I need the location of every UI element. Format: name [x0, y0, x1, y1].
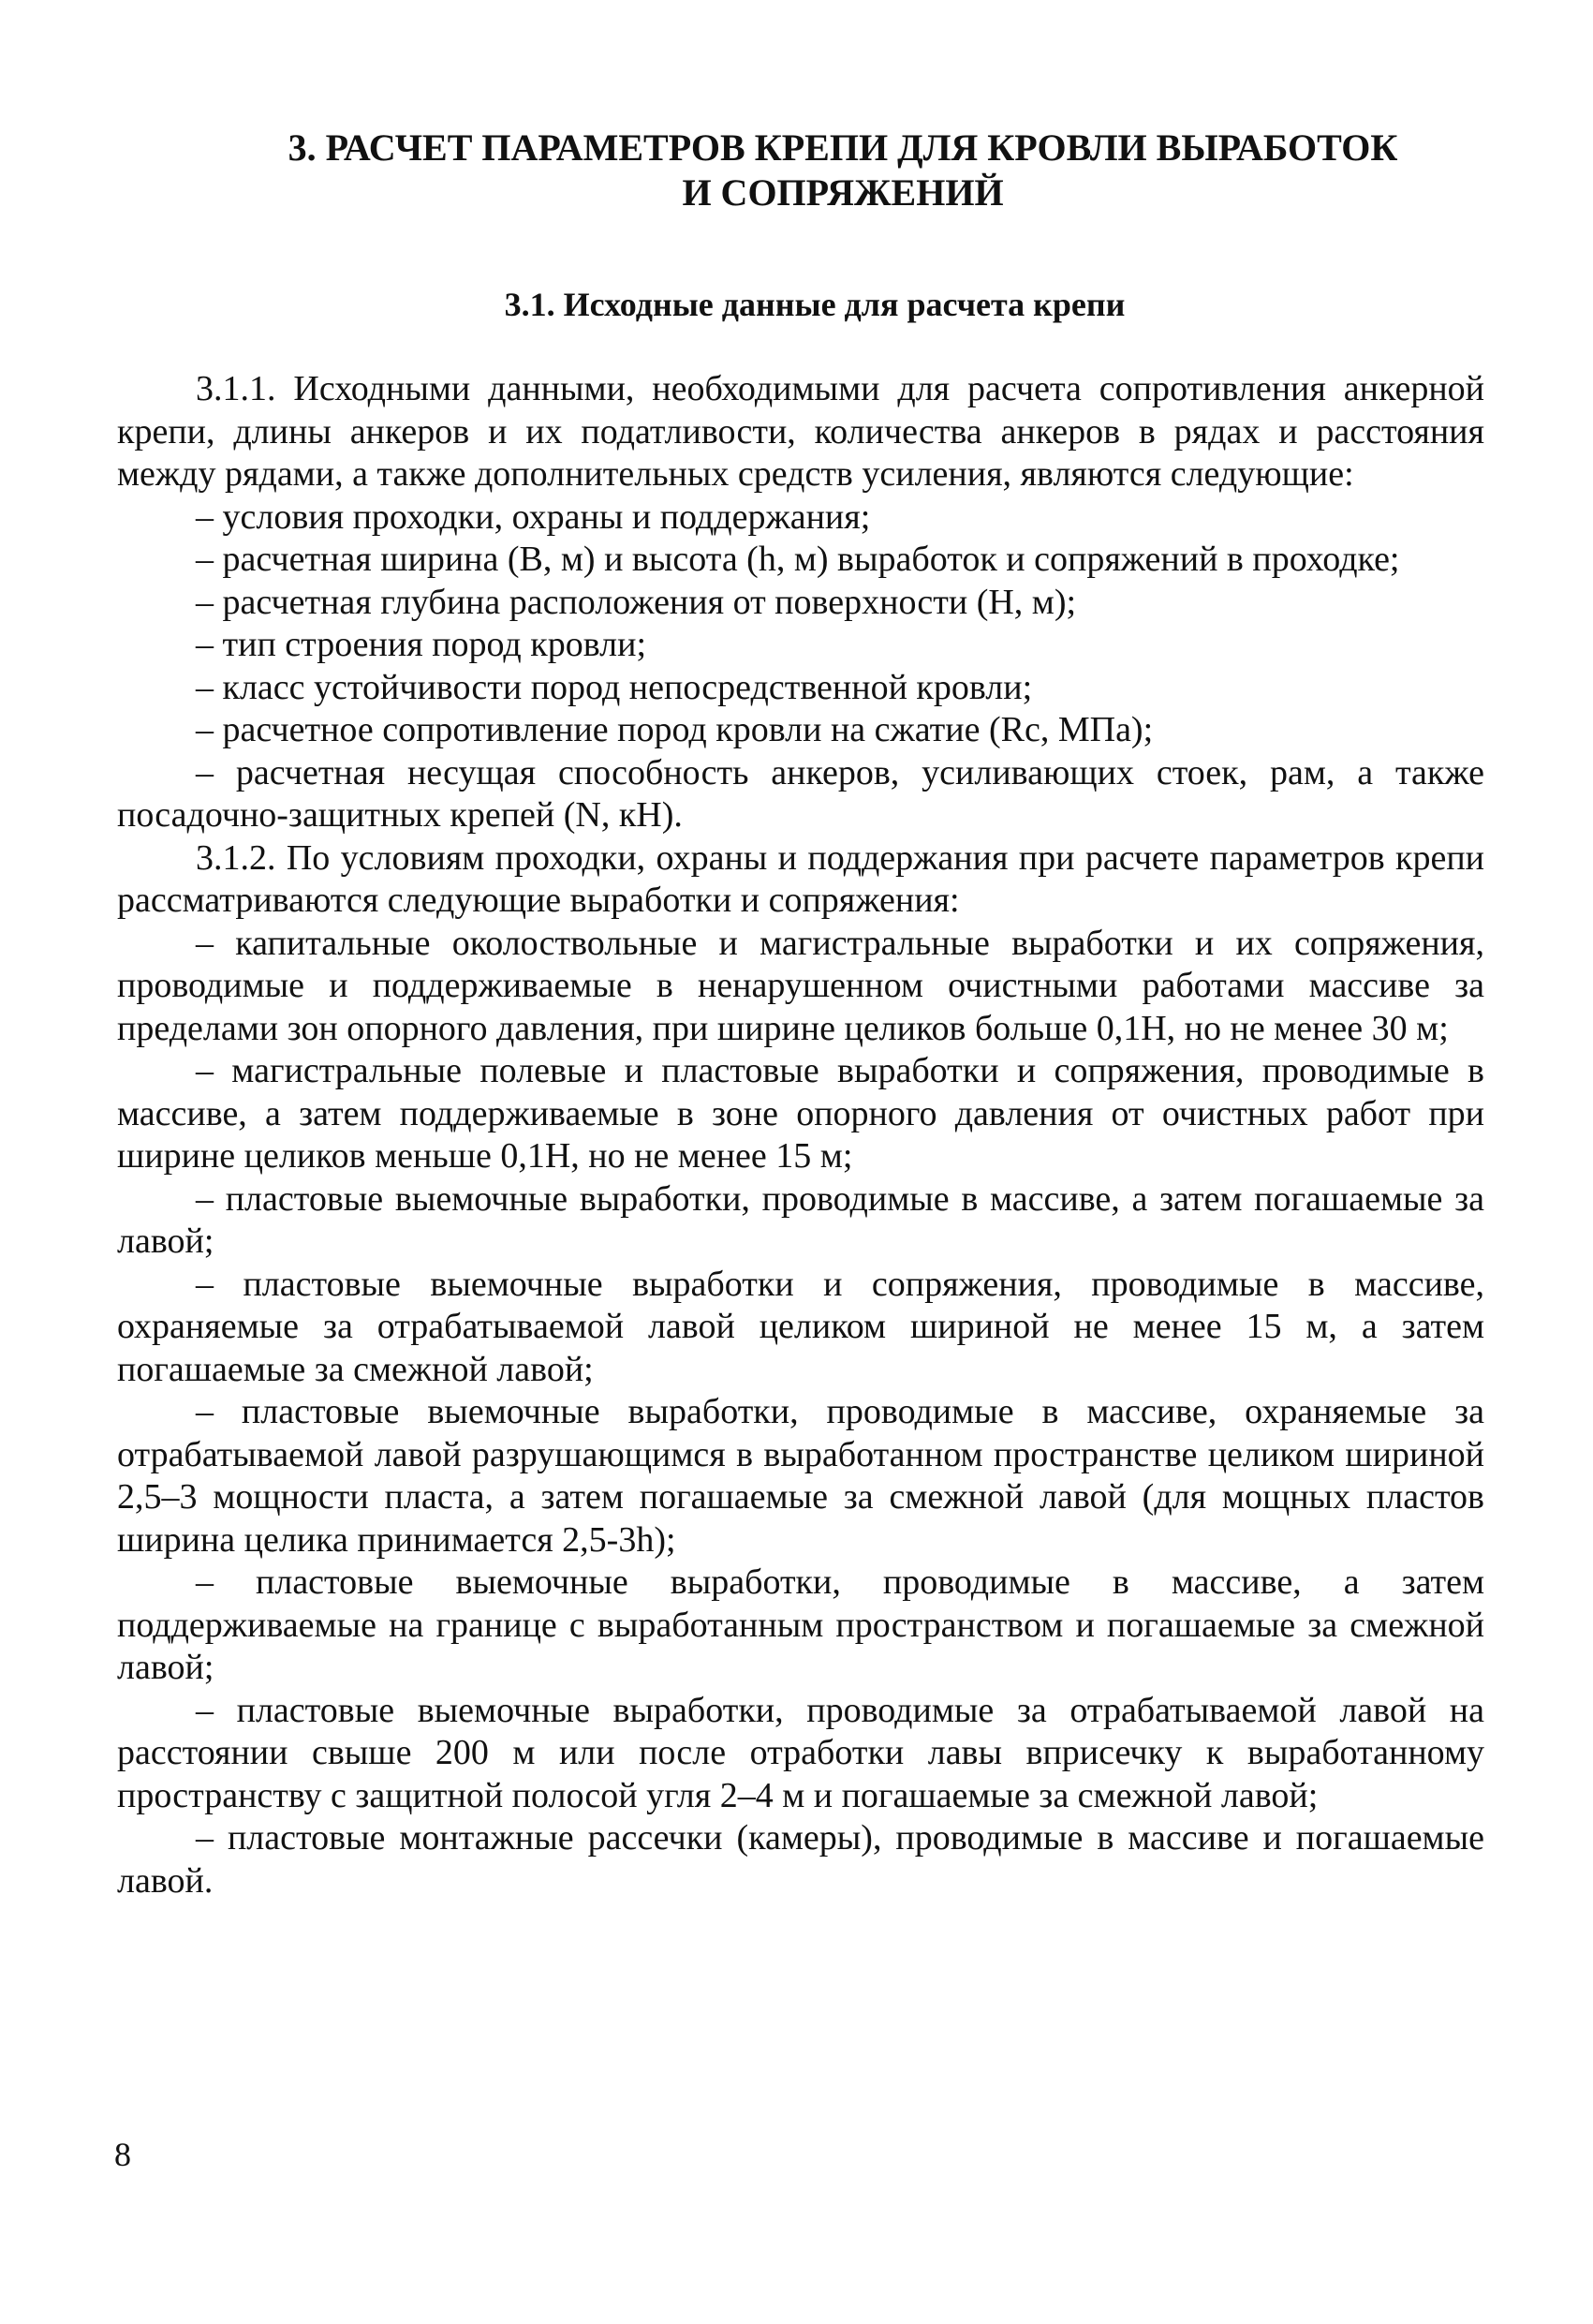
- paragraph: 3.1.2. По условиям проходки, охраны и поддержания при расчете параметров крепи рассматриваются следующие выработки и сопряжения:: [117, 837, 1484, 920]
- section-title-line-1: 3. РАСЧЕТ ПАРАМЕТРОВ КРЕПИ ДЛЯ КРОВЛИ ВЫРАБОТОК: [288, 126, 1398, 169]
- list-item: – расчетная несущая способность анкеров, усиливающих стоек, рам, а также посадочно-защитных крепей (N, кН).: [117, 752, 1484, 835]
- list-item: – расчетная ширина (B, м) и высота (h, м) выработок и сопряжений в проходке;: [196, 540, 1400, 579]
- paragraph: 3.1.1. Исходными данными, необходимыми для расчета сопротивления анкерной крепи, длины анкеров и их податливости, количества анкеров в рядах и расстояния между рядами, а также дополнительных средств усиления, являются следующие:: [117, 369, 1484, 494]
- list-item: – тип строения пород кровли;: [196, 625, 647, 664]
- list-item: – пластовые выемочные выработки, проводимые в массиве, а затем погашаемые за лавой;: [117, 1178, 1484, 1261]
- list-item: – пластовые монтажные рассечки (камеры), проводимые в массиве и погашаемые лавой.: [117, 1818, 1484, 1901]
- list-item: – капитальные околоствольные и магистральные выработки и их сопряжения, проводимые и поддерживаемые в ненарушенном очистными работами массиве за пределами зон опорного давления, при ширине целиков больше 0,1H, но не менее 30 м;: [117, 923, 1484, 1048]
- list-item: – пластовые выемочные выработки, проводимые за отрабатываемой лавой на расстоянии свыше 200 м или после отработки лавы вприсечку к выработанному пространству с защитной полосой угля 2–4 м и погашаемые за смежной лавой;: [117, 1690, 1484, 1815]
- section-title-line-2: И СОПРЯЖЕНИЙ: [682, 171, 1004, 214]
- list-item: – расчетное сопротивление пород кровли на сжатие (Rc, МПа);: [196, 710, 1154, 749]
- body-text: [117, 368, 1484, 1902]
- list-item: – класс устойчивости пород непосредственной кровли;: [196, 667, 1033, 707]
- list-item: – расчетная глубина расположения от поверхности (H, м);: [196, 582, 1077, 622]
- page-number: 8: [114, 2136, 131, 2173]
- subsection-title: 3.1. Исходные данные для расчета крепи: [504, 286, 1126, 323]
- list-item: – условия проходки, охраны и поддержания;: [196, 496, 871, 537]
- list-item: – магистральные полевые и пластовые выработки и сопряжения, проводимые в массиве, а затем поддерживаемые в зоне опорного давления от очистных работ при ширине целиков меньше 0,1H, но не менее 15 м;: [117, 1051, 1484, 1176]
- list-item: – пластовые выемочные выработки, проводимые в массиве, охраняемые за отрабатываемой лавой разрушающимся в выработанном пространстве целиком шириной 2,5–3 мощности пласта, а затем погашаемые за смежной лавой (для мощных пластов ширина целика принимается 2,5-3h);: [117, 1392, 1484, 1560]
- list-item: – пластовые выемочные выработки, проводимые в массиве, а затем поддерживаемые на границе с выработанным пространством и погашаемые за смежной лавой;: [117, 1562, 1484, 1687]
- list-item: – пластовые выемочные выработки и сопряжения, проводимые в массиве, охраняемые за отрабатываемой лавой целиком шириной не менее 15 м, а затем погашаемые за смежной лавой;: [117, 1264, 1484, 1389]
